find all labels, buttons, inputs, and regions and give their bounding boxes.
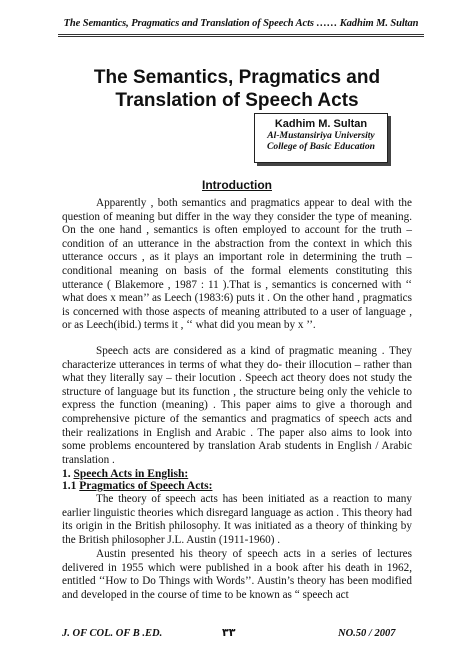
footer-page-number: ٣٣ — [222, 626, 236, 639]
body-paragraph-4 — [62, 548, 412, 602]
title-line-1: The Semantics, Pragmatics and — [93, 67, 381, 88]
intro-paragraph-2 — [62, 345, 412, 467]
running-header: The Semantics, Pragmatics and Translation of Speech Acts …… Kadhim M. Sultan — [63, 18, 419, 29]
footer-issue: NO.50 / 2007 — [338, 628, 396, 639]
header-rule — [58, 34, 424, 35]
section-heading-1-1 — [62, 480, 212, 492]
section-1-1-number: 1.1 — [62, 480, 77, 492]
body-paragraph-4-text: Austin presented his theory of speech acts in a series of lectures delivered in 1955 which were published in a book after his death in 1962, entitled ‘‘How to Do Things with Words’’. Austin’s theory has been modified and developed in the course of time to be known as “ speech act — [62, 548, 412, 601]
author-affiliation-university: Al-Mustansiriya University — [267, 130, 375, 141]
intro-paragraph-2-text: Speech acts are considered as a kind of pragmatic meaning . They characterize utterances in terms of what they do- their illocution – rather than what they literally say – their locution . Speech act theory does not study the structure of language but its function , the structure being only the vehicle to express the function (meaning) . This paper aims to give a thorough and comprehensive picture of the semantics and pragmatics of speech acts and their realizations in English and Arabic . The paper also aims to look into some problems encountered by translation Arab students in English / Arabic translation . — [62, 345, 412, 466]
introduction-heading: Introduction — [202, 178, 272, 192]
section-heading-1 — [62, 468, 188, 480]
author-name: Kadhim M. Sultan — [274, 118, 368, 130]
footer-journal: J. OF COL. OF B .ED. — [62, 628, 163, 639]
section-1-1-title: Pragmatics of Speech Acts: — [79, 480, 213, 492]
author-affiliation-college: College of Basic Education — [267, 141, 375, 152]
title-line-2: Translation of Speech Acts — [115, 90, 359, 111]
paper-title — [60, 66, 414, 112]
body-paragraph-3-text: The theory of speech acts has been initiated as a reaction to many earlier linguistic theories which disregard language as action . This theory had its origin in the British philosophy. It was initiated as a theory of thinking by the British philosopher J.L. Austin (1911-1960) . — [62, 493, 412, 546]
author-box — [254, 113, 388, 163]
header-rule-double — [58, 36, 424, 37]
section-1-number: 1. — [62, 468, 71, 480]
section-1-title: Speech Acts in English: — [73, 468, 189, 480]
intro-paragraph-1 — [62, 197, 412, 333]
body-paragraph-3 — [62, 493, 412, 547]
intro-paragraph-1-text: Apparently , both semantics and pragmatics appear to deal with the question of meaning but differ in the way they consider the type of meaning. On the one hand , semantics is often employed to account for the truth – condition of an utterance in the abstraction from the context in which this utterance occurs , as it plays an important role in determining the truth – conditional meaning on basis of the formal elements constituting this utterance ( Blakemore , 1987 : 11 ).That is , semantics is concerned with ‘‘ what does x mean’’ as Leech (1983:6) puts it . On the other hand , pragmatics is concerned with those aspects of meaning attributed to a user of language , or as Leech(ibid.) terms it , ‘‘ what did you mean by x ’’. — [62, 197, 412, 332]
